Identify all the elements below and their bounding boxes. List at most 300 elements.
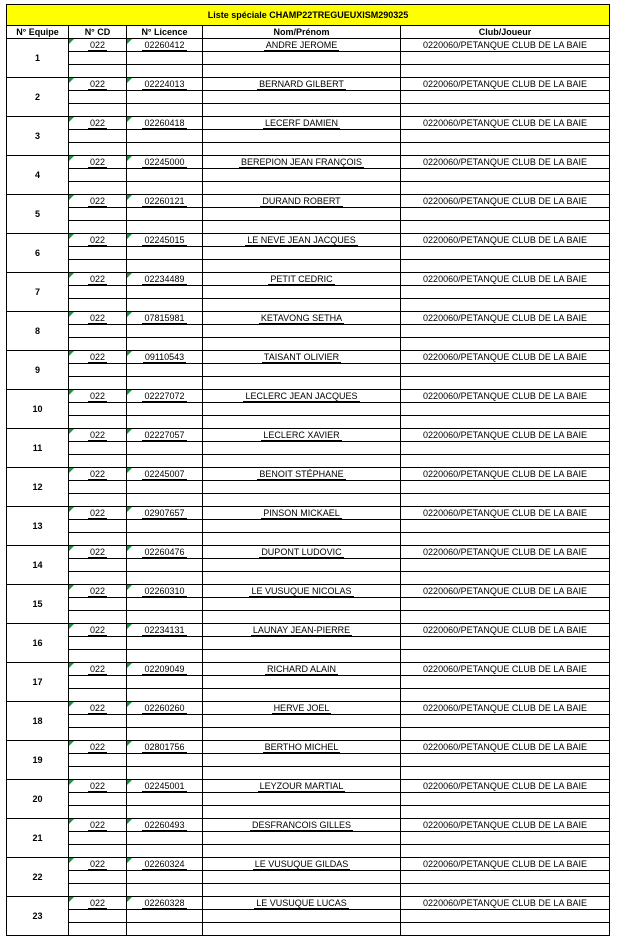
empty-cell	[69, 416, 127, 429]
table-row-empty	[7, 754, 610, 767]
empty-cell	[69, 559, 127, 572]
licence-cell	[127, 585, 203, 598]
spreadsheet-area	[6, 4, 609, 936]
table-row-empty	[7, 143, 610, 156]
table-row-empty	[7, 611, 610, 624]
empty-cell	[127, 299, 203, 312]
team-number-cell: 18	[7, 702, 69, 741]
empty-cell	[127, 793, 203, 806]
table-row-empty	[7, 455, 610, 468]
cd-cell-text: 022	[89, 195, 106, 206]
empty-cell	[401, 572, 610, 585]
table-row-empty	[7, 832, 610, 845]
licence-cell-text: 02227072	[144, 390, 185, 401]
team-number-cell: 13	[7, 507, 69, 546]
player-name-cell-text: DURAND ROBERT	[262, 195, 341, 206]
club-cell: 0220060/PETANQUE CLUB DE LA BAIE	[401, 585, 610, 598]
licence-cell	[127, 702, 203, 715]
table-row-empty	[7, 767, 610, 780]
empty-cell	[401, 130, 610, 143]
empty-cell	[203, 611, 401, 624]
empty-cell	[127, 221, 203, 234]
empty-cell	[127, 91, 203, 104]
empty-cell	[127, 481, 203, 494]
empty-cell	[127, 676, 203, 689]
empty-cell	[69, 52, 127, 65]
cd-cell-text: 022	[89, 429, 106, 440]
empty-cell	[203, 221, 401, 234]
empty-cell	[203, 793, 401, 806]
player-name-cell	[203, 195, 401, 208]
club-cell: 0220060/PETANQUE CLUB DE LA BAIE	[401, 546, 610, 559]
licence-cell-text: 02245007	[144, 468, 185, 479]
player-name-cell-text: LE VUSUQUE NICOLAS	[251, 585, 352, 596]
team-number-cell: 12	[7, 468, 69, 507]
licence-cell-text: 02260310	[144, 585, 185, 596]
player-name-cell-text: RICHARD ALAIN	[266, 663, 337, 674]
empty-cell	[69, 377, 127, 390]
table-row	[7, 624, 610, 637]
empty-cell	[127, 520, 203, 533]
empty-cell	[401, 455, 610, 468]
empty-cell	[69, 169, 127, 182]
empty-cell	[401, 650, 610, 663]
team-number-cell: 8	[7, 312, 69, 351]
empty-cell	[69, 338, 127, 351]
licence-cell	[127, 663, 203, 676]
empty-cell	[203, 364, 401, 377]
club-cell: 0220060/PETANQUE CLUB DE LA BAIE	[401, 234, 610, 247]
empty-cell	[203, 377, 401, 390]
empty-cell	[127, 104, 203, 117]
cd-cell-text: 022	[89, 117, 106, 128]
empty-cell	[203, 520, 401, 533]
empty-cell	[203, 650, 401, 663]
table-row-empty	[7, 182, 610, 195]
empty-cell	[203, 442, 401, 455]
cd-cell	[69, 351, 127, 364]
empty-cell	[69, 728, 127, 741]
empty-cell	[401, 494, 610, 507]
empty-cell	[203, 403, 401, 416]
cd-cell-text: 022	[89, 507, 106, 518]
empty-cell	[203, 871, 401, 884]
licence-cell	[127, 39, 203, 52]
empty-cell	[127, 884, 203, 897]
club-cell: 0220060/PETANQUE CLUB DE LA BAIE	[401, 819, 610, 832]
table-row	[7, 663, 610, 676]
empty-cell	[401, 728, 610, 741]
empty-cell	[401, 169, 610, 182]
licence-cell	[127, 429, 203, 442]
licence-cell-text: 02234131	[144, 624, 185, 635]
club-cell: 0220060/PETANQUE CLUB DE LA BAIE	[401, 312, 610, 325]
licence-cell-text: 02224013	[144, 78, 185, 89]
table-row	[7, 507, 610, 520]
empty-cell	[127, 832, 203, 845]
empty-cell	[127, 559, 203, 572]
empty-cell	[127, 338, 203, 351]
team-number-cell: 2	[7, 78, 69, 117]
empty-cell	[203, 754, 401, 767]
cd-cell-text: 022	[89, 819, 106, 830]
column-header-equipe: N° Equipe	[7, 26, 69, 39]
empty-cell	[69, 299, 127, 312]
player-name-cell-text: BERNARD GILBERT	[259, 78, 344, 89]
player-name-cell-text: LAUNAY JEAN-PIERRE	[252, 624, 351, 635]
empty-cell	[69, 130, 127, 143]
player-name-cell-text: LECERF DAMIEN	[264, 117, 338, 128]
table-row-empty	[7, 676, 610, 689]
empty-cell	[69, 182, 127, 195]
empty-cell	[127, 715, 203, 728]
empty-cell	[127, 871, 203, 884]
table-row-empty	[7, 65, 610, 78]
player-name-cell	[203, 234, 401, 247]
empty-cell	[401, 208, 610, 221]
team-number-cell: 17	[7, 663, 69, 702]
licence-cell-text: 02260476	[144, 546, 185, 557]
document-title: Liste spéciale CHAMP22TREGUEUXISM290325	[7, 5, 610, 26]
cd-cell	[69, 312, 127, 325]
empty-cell	[401, 91, 610, 104]
empty-cell	[203, 260, 401, 273]
table-row-empty	[7, 91, 610, 104]
empty-cell	[127, 143, 203, 156]
cd-cell-text: 022	[89, 78, 106, 89]
empty-cell	[127, 247, 203, 260]
empty-cell	[127, 533, 203, 546]
table-row-empty	[7, 520, 610, 533]
player-name-cell	[203, 351, 401, 364]
table-row	[7, 897, 610, 910]
player-name-cell-text: DUPONT LUDOVIC	[261, 546, 342, 557]
empty-cell	[203, 455, 401, 468]
cd-cell-text: 022	[89, 585, 106, 596]
empty-cell	[69, 767, 127, 780]
table-row-empty	[7, 299, 610, 312]
empty-cell	[69, 325, 127, 338]
licence-cell-text: 02245001	[144, 780, 185, 791]
cd-cell	[69, 273, 127, 286]
empty-cell	[203, 598, 401, 611]
licence-cell-text: 07815981	[144, 312, 185, 323]
empty-cell	[69, 494, 127, 507]
empty-cell	[127, 52, 203, 65]
table-row-empty	[7, 598, 610, 611]
empty-cell	[203, 728, 401, 741]
empty-cell	[401, 104, 610, 117]
empty-cell	[401, 767, 610, 780]
team-number-cell: 5	[7, 195, 69, 234]
cd-cell	[69, 897, 127, 910]
licence-cell-text: 02260412	[144, 39, 185, 50]
licence-cell	[127, 468, 203, 481]
licence-cell-text: 02245015	[144, 234, 185, 245]
empty-cell	[203, 806, 401, 819]
column-header-club: Club/Joueur	[401, 26, 610, 39]
cd-cell	[69, 624, 127, 637]
empty-cell	[401, 481, 610, 494]
empty-cell	[127, 910, 203, 923]
player-name-cell	[203, 663, 401, 676]
table-row-empty	[7, 377, 610, 390]
empty-cell	[401, 377, 610, 390]
empty-cell	[69, 806, 127, 819]
table-row-empty	[7, 338, 610, 351]
table-row-empty	[7, 650, 610, 663]
cd-cell-text: 022	[89, 39, 106, 50]
licence-cell-text: 02260493	[144, 819, 185, 830]
empty-cell	[203, 143, 401, 156]
table-body	[7, 5, 610, 936]
empty-cell	[401, 832, 610, 845]
player-name-cell	[203, 897, 401, 910]
club-cell: 0220060/PETANQUE CLUB DE LA BAIE	[401, 351, 610, 364]
table-row-empty	[7, 208, 610, 221]
empty-cell	[401, 793, 610, 806]
empty-cell	[69, 676, 127, 689]
empty-cell	[401, 676, 610, 689]
empty-cell	[127, 455, 203, 468]
table-row-empty	[7, 923, 610, 936]
empty-cell	[401, 338, 610, 351]
table-row-empty	[7, 403, 610, 416]
empty-cell	[203, 884, 401, 897]
table-row-empty	[7, 533, 610, 546]
licence-cell	[127, 546, 203, 559]
cd-cell	[69, 429, 127, 442]
player-name-cell	[203, 429, 401, 442]
player-name-cell-text: LEYZOUR MARTIAL	[259, 780, 344, 791]
player-name-cell-text: LE NEVE JEAN JACQUES	[247, 234, 356, 245]
empty-cell	[127, 325, 203, 338]
club-cell: 0220060/PETANQUE CLUB DE LA BAIE	[401, 702, 610, 715]
empty-cell	[203, 52, 401, 65]
empty-cell	[203, 338, 401, 351]
licence-cell-text: 02245000	[144, 156, 185, 167]
cd-cell	[69, 468, 127, 481]
table-row-empty	[7, 169, 610, 182]
empty-cell	[203, 637, 401, 650]
table-row-empty	[7, 728, 610, 741]
empty-cell	[401, 299, 610, 312]
empty-cell	[203, 247, 401, 260]
table-row	[7, 156, 610, 169]
table-row	[7, 351, 610, 364]
empty-cell	[127, 689, 203, 702]
empty-cell	[69, 845, 127, 858]
club-cell: 0220060/PETANQUE CLUB DE LA BAIE	[401, 39, 610, 52]
empty-cell	[127, 754, 203, 767]
team-number-cell: 21	[7, 819, 69, 858]
cd-cell-text: 022	[89, 546, 106, 557]
empty-cell	[401, 754, 610, 767]
empty-cell	[401, 611, 610, 624]
cd-cell-text: 022	[89, 351, 106, 362]
player-name-cell	[203, 546, 401, 559]
player-name-cell	[203, 39, 401, 52]
table-row-empty	[7, 247, 610, 260]
licence-cell	[127, 858, 203, 871]
empty-cell	[203, 923, 401, 936]
empty-cell	[401, 260, 610, 273]
club-cell: 0220060/PETANQUE CLUB DE LA BAIE	[401, 390, 610, 403]
cd-cell-text: 022	[89, 780, 106, 791]
empty-cell	[69, 442, 127, 455]
empty-cell	[401, 286, 610, 299]
table-row	[7, 741, 610, 754]
empty-cell	[203, 676, 401, 689]
player-name-cell-text: TAISANT OLIVIER	[263, 351, 340, 362]
licence-cell-text: 02801756	[144, 741, 185, 752]
player-name-cell-text: PINSON MICKAEL	[263, 507, 340, 518]
licence-cell	[127, 624, 203, 637]
cd-cell	[69, 585, 127, 598]
player-name-cell	[203, 156, 401, 169]
empty-cell	[69, 533, 127, 546]
empty-cell	[127, 286, 203, 299]
cd-cell-text: 022	[89, 897, 106, 908]
column-header-cd: N° CD	[69, 26, 127, 39]
club-cell: 0220060/PETANQUE CLUB DE LA BAIE	[401, 663, 610, 676]
empty-cell	[401, 520, 610, 533]
empty-cell	[69, 260, 127, 273]
licence-cell-text: 02260328	[144, 897, 185, 908]
empty-cell	[401, 533, 610, 546]
column-header-nom: Nom/Prénom	[203, 26, 401, 39]
empty-cell	[127, 260, 203, 273]
empty-cell	[401, 715, 610, 728]
table-row-empty	[7, 286, 610, 299]
cd-cell	[69, 780, 127, 793]
empty-cell	[127, 845, 203, 858]
empty-cell	[127, 416, 203, 429]
player-name-cell-text: LE VUSUQUE GILDAS	[254, 858, 349, 869]
licence-cell	[127, 741, 203, 754]
club-cell: 0220060/PETANQUE CLUB DE LA BAIE	[401, 195, 610, 208]
table-row-empty	[7, 871, 610, 884]
player-name-cell-text: KETAVONG SETHA	[260, 312, 343, 323]
table-row-empty	[7, 559, 610, 572]
licence-cell	[127, 390, 203, 403]
empty-cell	[69, 650, 127, 663]
table-row-empty	[7, 481, 610, 494]
empty-cell	[127, 208, 203, 221]
cd-cell	[69, 858, 127, 871]
empty-cell	[401, 559, 610, 572]
table-row-empty	[7, 130, 610, 143]
empty-cell	[203, 559, 401, 572]
empty-cell	[69, 754, 127, 767]
empty-cell	[69, 403, 127, 416]
empty-cell	[127, 637, 203, 650]
licence-cell	[127, 78, 203, 91]
empty-cell	[127, 650, 203, 663]
club-cell: 0220060/PETANQUE CLUB DE LA BAIE	[401, 741, 610, 754]
cd-cell	[69, 741, 127, 754]
empty-cell	[401, 221, 610, 234]
empty-cell	[127, 598, 203, 611]
empty-cell	[69, 455, 127, 468]
empty-cell	[69, 221, 127, 234]
player-name-cell-text: PETIT CEDRIC	[270, 273, 333, 284]
player-name-cell	[203, 780, 401, 793]
table-row-empty	[7, 910, 610, 923]
empty-cell	[69, 611, 127, 624]
licence-cell-text: 02227057	[144, 429, 185, 440]
licence-cell-text: 02907657	[144, 507, 185, 518]
table-row	[7, 117, 610, 130]
player-name-cell	[203, 819, 401, 832]
empty-cell	[203, 104, 401, 117]
empty-cell	[203, 832, 401, 845]
licence-cell-text: 02260324	[144, 858, 185, 869]
table-row	[7, 273, 610, 286]
empty-cell	[203, 533, 401, 546]
table-row	[7, 546, 610, 559]
team-number-cell: 16	[7, 624, 69, 663]
empty-cell	[69, 689, 127, 702]
table-row-empty	[7, 416, 610, 429]
table-row	[7, 819, 610, 832]
table-row	[7, 702, 610, 715]
club-cell: 0220060/PETANQUE CLUB DE LA BAIE	[401, 78, 610, 91]
licence-cell-text: 09110543	[144, 351, 185, 362]
team-number-cell: 23	[7, 897, 69, 936]
empty-cell	[203, 572, 401, 585]
empty-cell	[203, 845, 401, 858]
table-row	[7, 39, 610, 52]
cd-cell	[69, 78, 127, 91]
empty-cell	[69, 247, 127, 260]
header-row	[7, 26, 610, 39]
table-row	[7, 234, 610, 247]
table-row-empty	[7, 52, 610, 65]
player-name-cell	[203, 468, 401, 481]
licence-cell-text: 02234489	[144, 273, 185, 284]
club-cell: 0220060/PETANQUE CLUB DE LA BAIE	[401, 429, 610, 442]
licence-cell	[127, 351, 203, 364]
cd-cell-text: 022	[89, 858, 106, 869]
licence-cell	[127, 507, 203, 520]
empty-cell	[203, 325, 401, 338]
club-cell: 0220060/PETANQUE CLUB DE LA BAIE	[401, 156, 610, 169]
empty-cell	[401, 442, 610, 455]
club-cell: 0220060/PETANQUE CLUB DE LA BAIE	[401, 507, 610, 520]
team-number-cell: 20	[7, 780, 69, 819]
team-number-cell: 4	[7, 156, 69, 195]
cd-cell	[69, 156, 127, 169]
empty-cell	[401, 845, 610, 858]
empty-cell	[203, 910, 401, 923]
club-cell: 0220060/PETANQUE CLUB DE LA BAIE	[401, 780, 610, 793]
team-number-cell: 7	[7, 273, 69, 312]
empty-cell	[69, 520, 127, 533]
club-cell: 0220060/PETANQUE CLUB DE LA BAIE	[401, 117, 610, 130]
licence-cell-text: 02209049	[144, 663, 185, 674]
team-number-cell: 1	[7, 39, 69, 78]
empty-cell	[69, 65, 127, 78]
cd-cell-text: 022	[89, 312, 106, 323]
empty-cell	[69, 715, 127, 728]
empty-cell	[203, 494, 401, 507]
table-row-empty	[7, 260, 610, 273]
table-row-empty	[7, 572, 610, 585]
table-row-empty	[7, 104, 610, 117]
player-name-cell-text: BENOIT STÉPHANE	[259, 468, 344, 479]
licence-cell	[127, 234, 203, 247]
